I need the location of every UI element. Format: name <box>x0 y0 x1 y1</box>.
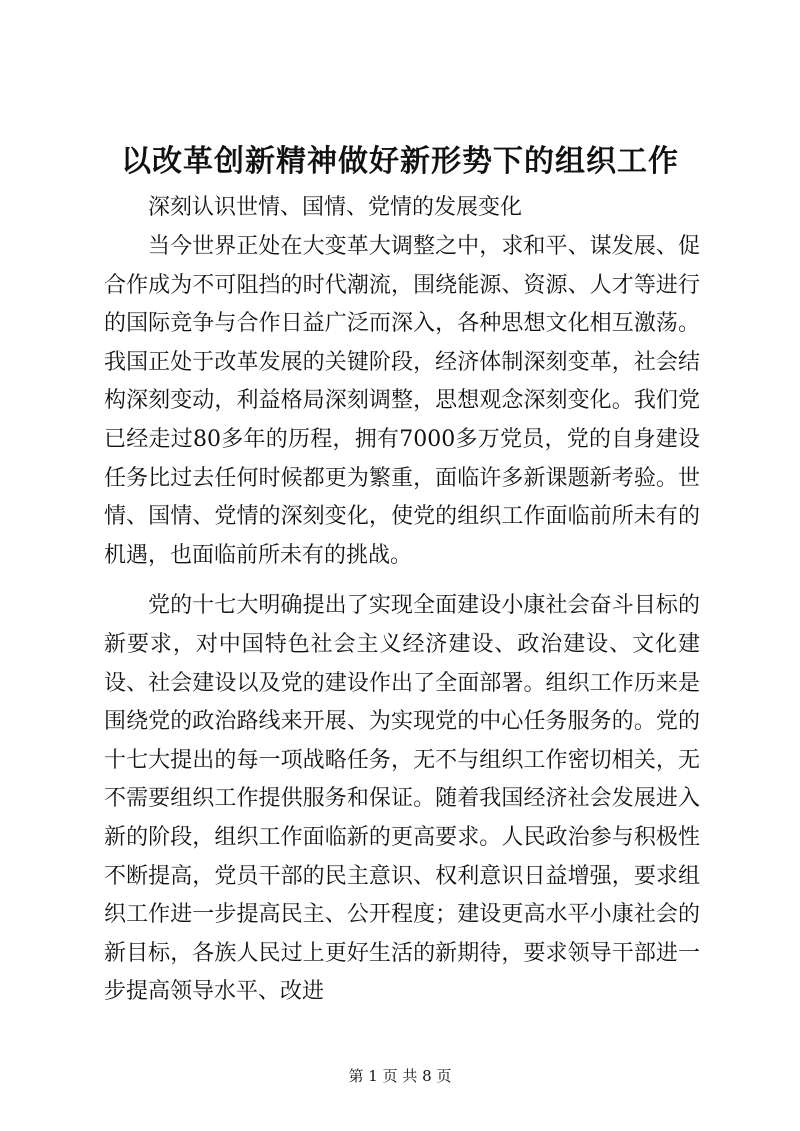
section-heading: 深刻认识世情、国情、党情的发展变化 <box>148 195 523 220</box>
paragraph-2: 党的十七大明确提出了实现全面建设小康社会奋斗目标的新要求，对中国特色社会主义经济建设、政治建设、文化建设、社会建设以及党的建设作出了全面部署。组织工作历来是围绕党的政治路线来开展、为实现党的中心任务服务的。党的十七大提出的每一项战略任务，无不与组织工作密切相关，无不需要组织工作提供服务和保证。随着我国经济社会发展进入新的阶段，组织工作面临新的更高要求。人民政治参与积极性不断提高，党员干部的民主意识、权利意识日益增强，要求组织工作进一步提高民主、公开程度；建设更高水平小康社会的新目标，各族人民过上更好生活的新期待，要求领导干部进一步提高领导水平、改进 <box>104 593 700 1005</box>
document-title: 以改革创新精神做好新形势下的组织工作 <box>121 144 679 179</box>
page-number: 第 1 页 共 8 页 <box>348 1067 452 1085</box>
body-text <box>104 228 700 1024</box>
paragraph-1: 当今世界正处在大变革大调整之中，求和平、谋发展、促合作成为不可阻挡的时代潮流，围绕能源、资源、人才等进行的国际竞争与合作日益广泛而深入，各种思想文化相互激荡。我国正处于改革发展的关键阶段，经济体制深刻变革，社会结构深刻变动，利益格局深刻调整，思想观念深刻变化。我们党已经走过80多年的历程，拥有7000多万党员，党的自身建设任务比过去任何时候都更为繁重，面临许多新课题新考验。世情、国情、党情的深刻变化，使党的组织工作面临前所未有的机遇，也面临前所未有的挑战。 <box>104 234 700 568</box>
